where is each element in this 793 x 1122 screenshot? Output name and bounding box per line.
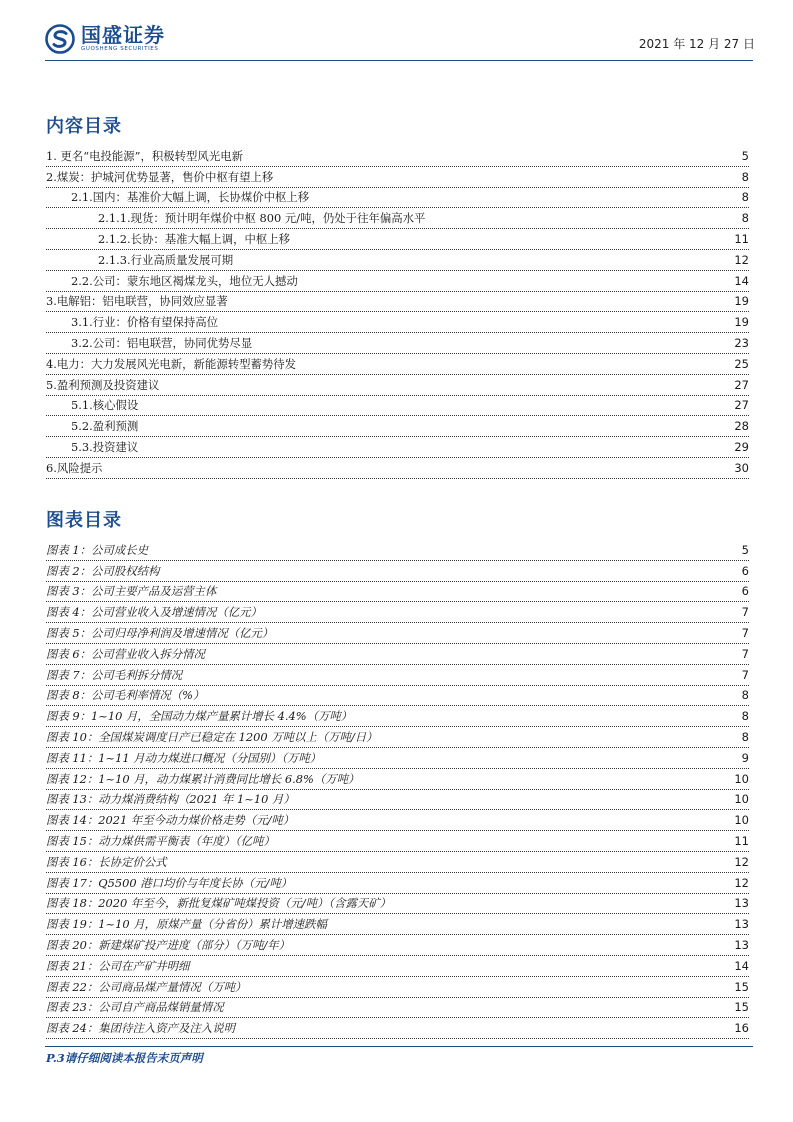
entry-page-number: 23	[734, 336, 749, 351]
entry-page-number: 27	[734, 377, 749, 392]
entry-page-number: 5	[741, 148, 749, 163]
entry-title: 图表 7：公司毛利拆分情况	[46, 667, 183, 682]
entry-page-number: 8	[741, 688, 749, 703]
entry-title: 图表 11：1~11 月动力煤进口概况（分国别）（万吨）	[46, 750, 322, 765]
logo-icon	[45, 24, 75, 54]
entry-title: 5.盈利预测及投资建议	[46, 377, 160, 392]
figure-entry[interactable]	[46, 852, 749, 873]
entry-title: 1. 更名“电投能源”，积极转型风光电新	[46, 148, 243, 163]
toc-entry[interactable]	[46, 250, 749, 271]
entry-title: 图表 20：新建煤矿投产进度（部分）（万吨/年）	[46, 938, 291, 953]
footer-divider	[45, 1046, 753, 1047]
entry-title: 图表 22：公司商品煤产量情况（万吨）	[46, 979, 247, 994]
entry-page-number: 7	[741, 667, 749, 682]
entry-page-number: 7	[741, 646, 749, 661]
figure-entry[interactable]	[46, 769, 749, 790]
entry-page-number: 12	[734, 252, 749, 267]
entry-page-number: 27	[734, 398, 749, 413]
entry-title: 2.1.1.现货：预计明年煤价中枢 800 元/吨，仍处于往年偏高水平	[98, 211, 426, 226]
toc-list	[46, 146, 749, 479]
entry-title: 图表 10：全国煤炭调度日产已稳定在 1200 万吨以上（万吨/日）	[46, 730, 378, 745]
entry-page-number: 7	[741, 626, 749, 641]
entry-page-number: 14	[734, 273, 749, 288]
entry-title: 图表 15：动力煤供需平衡表（年度）（亿吨）	[46, 834, 275, 849]
entry-title: 2.2.公司：蒙东地区褐煤龙头，地位无人撼动	[71, 273, 298, 288]
entry-title: 2.1.2.长协：基准大幅上调，中枢上移	[98, 232, 291, 247]
figure-entry[interactable]	[46, 1018, 749, 1039]
entry-title: 2.1.国内：基准价大幅上调，长协煤价中枢上移	[71, 190, 310, 205]
toc-entry[interactable]	[46, 312, 749, 333]
entry-title: 图表 14：2021 年至今动力煤价格走势（元/吨）	[46, 813, 295, 828]
entry-page-number: 25	[734, 356, 749, 371]
figure-entry[interactable]	[46, 977, 749, 998]
figure-entry[interactable]	[46, 540, 749, 561]
entry-title: 3.电解铝：铝电联营，协同效应显著	[46, 294, 228, 309]
entry-title: 2.煤炭：护城河优势显著，售价中枢有望上移	[46, 169, 274, 184]
figures-list	[46, 540, 749, 1039]
figure-entry[interactable]	[46, 561, 749, 582]
toc-entry[interactable]	[46, 437, 749, 458]
entry-page-number: 8	[741, 730, 749, 745]
logo-name: 国盛证券	[81, 23, 165, 48]
entry-page-number: 8	[741, 709, 749, 724]
entry-page-number: 11	[734, 232, 749, 247]
toc-entry[interactable]	[46, 188, 749, 209]
figure-entry[interactable]	[46, 582, 749, 603]
toc-entry[interactable]	[46, 416, 749, 437]
figure-entry[interactable]	[46, 894, 749, 915]
entry-title: 图表 16：长协定价公式	[46, 854, 167, 869]
entry-page-number: 10	[734, 813, 749, 828]
entry-page-number: 29	[734, 440, 749, 455]
figure-entry[interactable]	[46, 748, 749, 769]
entry-title: 图表 17：Q5500 港口均价与年度长协（元/吨）	[46, 875, 293, 890]
toc-entry[interactable]	[46, 292, 749, 313]
figure-entry[interactable]	[46, 686, 749, 707]
entry-page-number: 5	[741, 542, 749, 557]
figure-entry[interactable]	[46, 727, 749, 748]
entry-page-number: 12	[734, 875, 749, 890]
entry-page-number: 11	[734, 834, 749, 849]
figure-entry[interactable]	[46, 935, 749, 956]
entry-title: 图表 4：公司营业收入及增速情况（亿元）	[46, 605, 262, 620]
figure-entry[interactable]	[46, 706, 749, 727]
entry-page-number: 6	[741, 563, 749, 578]
entry-title: 2.1.3.行业高质量发展可期	[98, 252, 234, 267]
entry-title: 图表 13：动力煤消费结构（2021 年 1~10 月）	[46, 792, 295, 807]
entry-title: 图表 9：1~10 月，全国动力煤产量累计增长 4.4%（万吨）	[46, 709, 353, 724]
entry-title: 图表 6：公司营业收入拆分情况	[46, 646, 205, 661]
entry-page-number: 13	[734, 938, 749, 953]
entry-page-number: 8	[741, 211, 749, 226]
entry-page-number: 7	[741, 605, 749, 620]
toc-entry[interactable]	[46, 333, 749, 354]
figure-entry[interactable]	[46, 790, 749, 811]
toc-entry[interactable]	[46, 396, 749, 417]
entry-title: 图表 23：公司自产商品煤销量情况	[46, 1000, 224, 1015]
entry-page-number: 28	[734, 419, 749, 434]
company-logo	[45, 22, 165, 56]
figure-entry[interactable]	[46, 644, 749, 665]
entry-title: 图表 18：2020 年至今，新批复煤矿吨煤投资（元/吨）（含露天矿）	[46, 896, 392, 911]
figures-title: 图表目录	[46, 510, 122, 531]
entry-page-number: 8	[741, 190, 749, 205]
toc-entry[interactable]	[46, 458, 749, 479]
figure-entry[interactable]	[46, 602, 749, 623]
toc-entry[interactable]	[46, 167, 749, 188]
header-divider	[45, 60, 753, 61]
entry-page-number: 13	[734, 896, 749, 911]
figure-entry[interactable]	[46, 998, 749, 1019]
figure-entry[interactable]	[46, 810, 749, 831]
toc-entry[interactable]	[46, 271, 749, 292]
entry-title: 图表 24：集团待注入资产及注入说明	[46, 1021, 235, 1036]
entry-page-number: 12	[734, 854, 749, 869]
entry-title: 图表 1：公司成长史	[46, 542, 148, 557]
entry-title: 5.3.投资建议	[71, 440, 139, 455]
figure-entry[interactable]	[46, 914, 749, 935]
toc-entry[interactable]	[46, 208, 749, 229]
figure-entry[interactable]	[46, 873, 749, 894]
entry-title: 图表 12：1~10 月，动力煤累计消费同比增长 6.8%（万吨）	[46, 771, 360, 786]
entry-page-number: 10	[734, 792, 749, 807]
entry-page-number: 9	[741, 750, 749, 765]
entry-page-number: 30	[734, 460, 749, 475]
entry-page-number: 19	[734, 315, 749, 330]
entry-title: 3.2.公司：铝电联营，协同优势尽显	[71, 336, 253, 351]
logo-english: GUOSHENG SECURITIES	[81, 46, 159, 53]
entry-page-number: 16	[734, 1021, 749, 1036]
entry-page-number: 13	[734, 917, 749, 932]
entry-title: 3.1.行业：价格有望保持高位	[71, 315, 219, 330]
report-date: 2021 年 12 月 27 日	[638, 37, 755, 51]
entry-title: 图表 2：公司股权结构	[46, 563, 160, 578]
entry-title: 图表 21：公司在产矿井明细	[46, 958, 190, 973]
entry-title: 6.风险提示	[46, 460, 103, 475]
toc-entry[interactable]	[46, 229, 749, 250]
footer-disclaimer: P.3请仔细阅读本报告末页声明	[46, 1051, 203, 1065]
figure-entry[interactable]	[46, 831, 749, 852]
toc-entry[interactable]	[46, 354, 749, 375]
figure-entry[interactable]	[46, 665, 749, 686]
toc-entry[interactable]	[46, 375, 749, 396]
entry-page-number: 6	[741, 584, 749, 599]
entry-page-number: 8	[741, 169, 749, 184]
toc-title: 内容目录	[46, 116, 122, 137]
figure-entry[interactable]	[46, 623, 749, 644]
entry-page-number: 19	[734, 294, 749, 309]
entry-page-number: 15	[734, 1000, 749, 1015]
entry-page-number: 14	[734, 958, 749, 973]
toc-entry[interactable]	[46, 146, 749, 167]
entry-title: 图表 19：1~10 月，原煤产量（分省份）累计增速跌幅	[46, 917, 327, 932]
entry-page-number: 15	[734, 979, 749, 994]
entry-title: 图表 5：公司归母净利润及增速情况（亿元）	[46, 626, 274, 641]
entry-page-number: 10	[734, 771, 749, 786]
entry-title: 图表 8：公司毛利率情况（%）	[46, 688, 205, 703]
entry-title: 4.电力：大力发展风光电新，新能源转型蓄势待发	[46, 356, 297, 371]
page-header	[45, 22, 755, 56]
entry-title: 图表 3：公司主要产品及运营主体	[46, 584, 217, 599]
figure-entry[interactable]	[46, 956, 749, 977]
entry-title: 5.1.核心假设	[71, 398, 139, 413]
entry-title: 5.2.盈利预测	[71, 419, 139, 434]
